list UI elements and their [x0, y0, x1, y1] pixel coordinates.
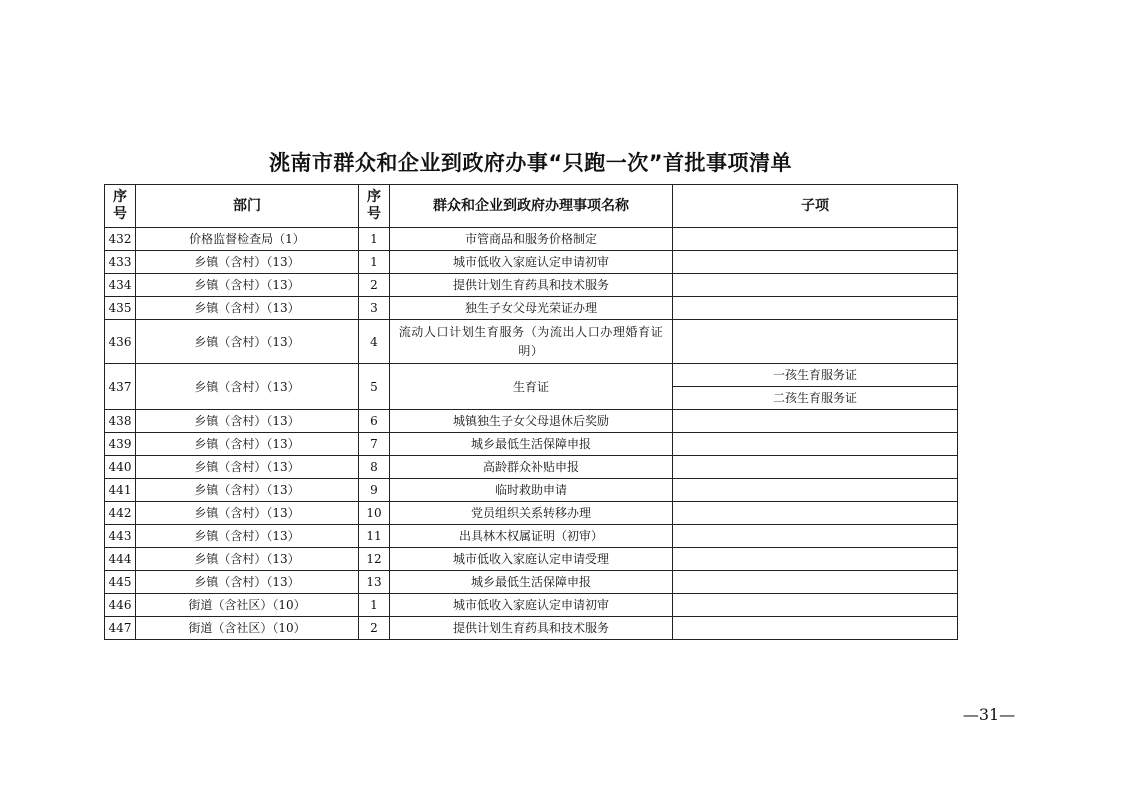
- table-row: [105, 479, 958, 502]
- cell-seq: 441: [105, 479, 136, 502]
- table-row: [105, 548, 958, 571]
- cell-item-seq: 6: [359, 410, 390, 433]
- cell-department: 乡镇（含村）（13）: [136, 320, 359, 364]
- cell-sub-item: [673, 617, 958, 640]
- cell-department: 乡镇（含村）（13）: [136, 456, 359, 479]
- table-row: [105, 433, 958, 456]
- cell-item-seq: 2: [359, 274, 390, 297]
- cell-department: 乡镇（含村）（13）: [136, 274, 359, 297]
- cell-item-seq: 10: [359, 502, 390, 525]
- table-row: [105, 525, 958, 548]
- cell-sub-item: [673, 571, 958, 594]
- table-body: [105, 228, 958, 640]
- cell-item-name: 城乡最低生活保障申报: [390, 571, 673, 594]
- header-item-name: 群众和企业到政府办理事项名称: [390, 185, 673, 228]
- cell-item-name: 高龄群众补贴申报: [390, 456, 673, 479]
- table-row: [105, 274, 958, 297]
- cell-sub-item: 二孩生育服务证: [673, 387, 958, 410]
- cell-sub-item: 一孩生育服务证: [673, 364, 958, 387]
- cell-item-name: 独生子女父母光荣证办理: [390, 297, 673, 320]
- cell-sub-item: [673, 456, 958, 479]
- cell-item-name: 党员组织关系转移办理: [390, 502, 673, 525]
- cell-item-name: 城市低收入家庭认定申请受理: [390, 548, 673, 571]
- cell-item-seq: 1: [359, 594, 390, 617]
- header-seq: 序号: [105, 185, 136, 228]
- cell-item-name: 生育证: [390, 364, 673, 410]
- cell-seq: 433: [105, 251, 136, 274]
- cell-sub-item: [673, 479, 958, 502]
- cell-item-seq: 7: [359, 433, 390, 456]
- cell-sub-item: [673, 502, 958, 525]
- cell-item-seq: 3: [359, 297, 390, 320]
- cell-sub-item: [673, 594, 958, 617]
- cell-sub-item: [673, 228, 958, 251]
- header-item-seq: 序号: [359, 185, 390, 228]
- cell-seq: 436: [105, 320, 136, 364]
- cell-department: 乡镇（含村）（13）: [136, 364, 359, 410]
- cell-item-seq: 11: [359, 525, 390, 548]
- cell-item-name: 提供计划生育药具和技术服务: [390, 617, 673, 640]
- cell-item-name: 出具林木权属证明（初审）: [390, 525, 673, 548]
- cell-item-seq: 13: [359, 571, 390, 594]
- table-row: [105, 502, 958, 525]
- cell-seq: 442: [105, 502, 136, 525]
- cell-item-seq: 4: [359, 320, 390, 364]
- table-row: [105, 617, 958, 640]
- cell-seq: 440: [105, 456, 136, 479]
- cell-sub-item: [673, 410, 958, 433]
- cell-seq: 446: [105, 594, 136, 617]
- cell-sub-item: [673, 251, 958, 274]
- cell-department: 价格监督检查局（1）: [136, 228, 359, 251]
- cell-seq: 439: [105, 433, 136, 456]
- cell-sub-item: [673, 433, 958, 456]
- cell-seq: 438: [105, 410, 136, 433]
- table-row: [105, 320, 958, 364]
- cell-item-seq: 1: [359, 251, 390, 274]
- cell-seq: 434: [105, 274, 136, 297]
- table-row: [105, 456, 958, 479]
- cell-department: 乡镇（含村）（13）: [136, 410, 359, 433]
- page-number: —31—: [962, 705, 1016, 724]
- cell-item-name: 临时救助申请: [390, 479, 673, 502]
- table-row: [105, 228, 958, 251]
- cell-seq: 444: [105, 548, 136, 571]
- cell-item-name: 市管商品和服务价格制定: [390, 228, 673, 251]
- table-row: [105, 364, 958, 387]
- cell-department: 乡镇（含村）（13）: [136, 433, 359, 456]
- header-row: [105, 185, 958, 228]
- cell-item-seq: 9: [359, 479, 390, 502]
- cell-sub-item: [673, 525, 958, 548]
- item-list-table: [104, 184, 958, 640]
- table-row: [105, 571, 958, 594]
- cell-item-seq: 1: [359, 228, 390, 251]
- cell-item-name: 城镇独生子女父母退休后奖励: [390, 410, 673, 433]
- cell-item-seq: 5: [359, 364, 390, 410]
- cell-item-seq: 8: [359, 456, 390, 479]
- document-title: 洮南市群众和企业到政府办事“只跑一次”首批事项清单: [268, 151, 793, 175]
- cell-seq: 447: [105, 617, 136, 640]
- cell-department: 乡镇（含村）（13）: [136, 525, 359, 548]
- cell-item-name: 城市低收入家庭认定申请初审: [390, 594, 673, 617]
- cell-item-name: 城市低收入家庭认定申请初审: [390, 251, 673, 274]
- cell-sub-item: [673, 274, 958, 297]
- table-row: [105, 594, 958, 617]
- cell-item-name: 流动人口计划生育服务（为流出人口办理婚育证明）: [390, 320, 673, 364]
- header-department: 部门: [136, 185, 359, 228]
- cell-item-seq: 12: [359, 548, 390, 571]
- cell-item-name: 城乡最低生活保障申报: [390, 433, 673, 456]
- cell-seq: 445: [105, 571, 136, 594]
- cell-sub-item: [673, 297, 958, 320]
- cell-seq: 437: [105, 364, 136, 410]
- header-sub-item: 子项: [673, 185, 958, 228]
- cell-department: 乡镇（含村）（13）: [136, 479, 359, 502]
- cell-seq: 443: [105, 525, 136, 548]
- cell-item-seq: 2: [359, 617, 390, 640]
- table-row: [105, 297, 958, 320]
- cell-department: 街道（含社区）（10）: [136, 617, 359, 640]
- cell-department: 街道（含社区）（10）: [136, 594, 359, 617]
- cell-department: 乡镇（含村）（13）: [136, 251, 359, 274]
- cell-department: 乡镇（含村）（13）: [136, 571, 359, 594]
- table-row: [105, 251, 958, 274]
- table-header: [105, 185, 958, 228]
- cell-seq: 432: [105, 228, 136, 251]
- table-row: [105, 410, 958, 433]
- cell-department: 乡镇（含村）（13）: [136, 502, 359, 525]
- cell-sub-item: [673, 548, 958, 571]
- cell-department: 乡镇（含村）（13）: [136, 297, 359, 320]
- cell-sub-item: [673, 320, 958, 364]
- cell-department: 乡镇（含村）（13）: [136, 548, 359, 571]
- cell-item-name: 提供计划生育药具和技术服务: [390, 274, 673, 297]
- cell-seq: 435: [105, 297, 136, 320]
